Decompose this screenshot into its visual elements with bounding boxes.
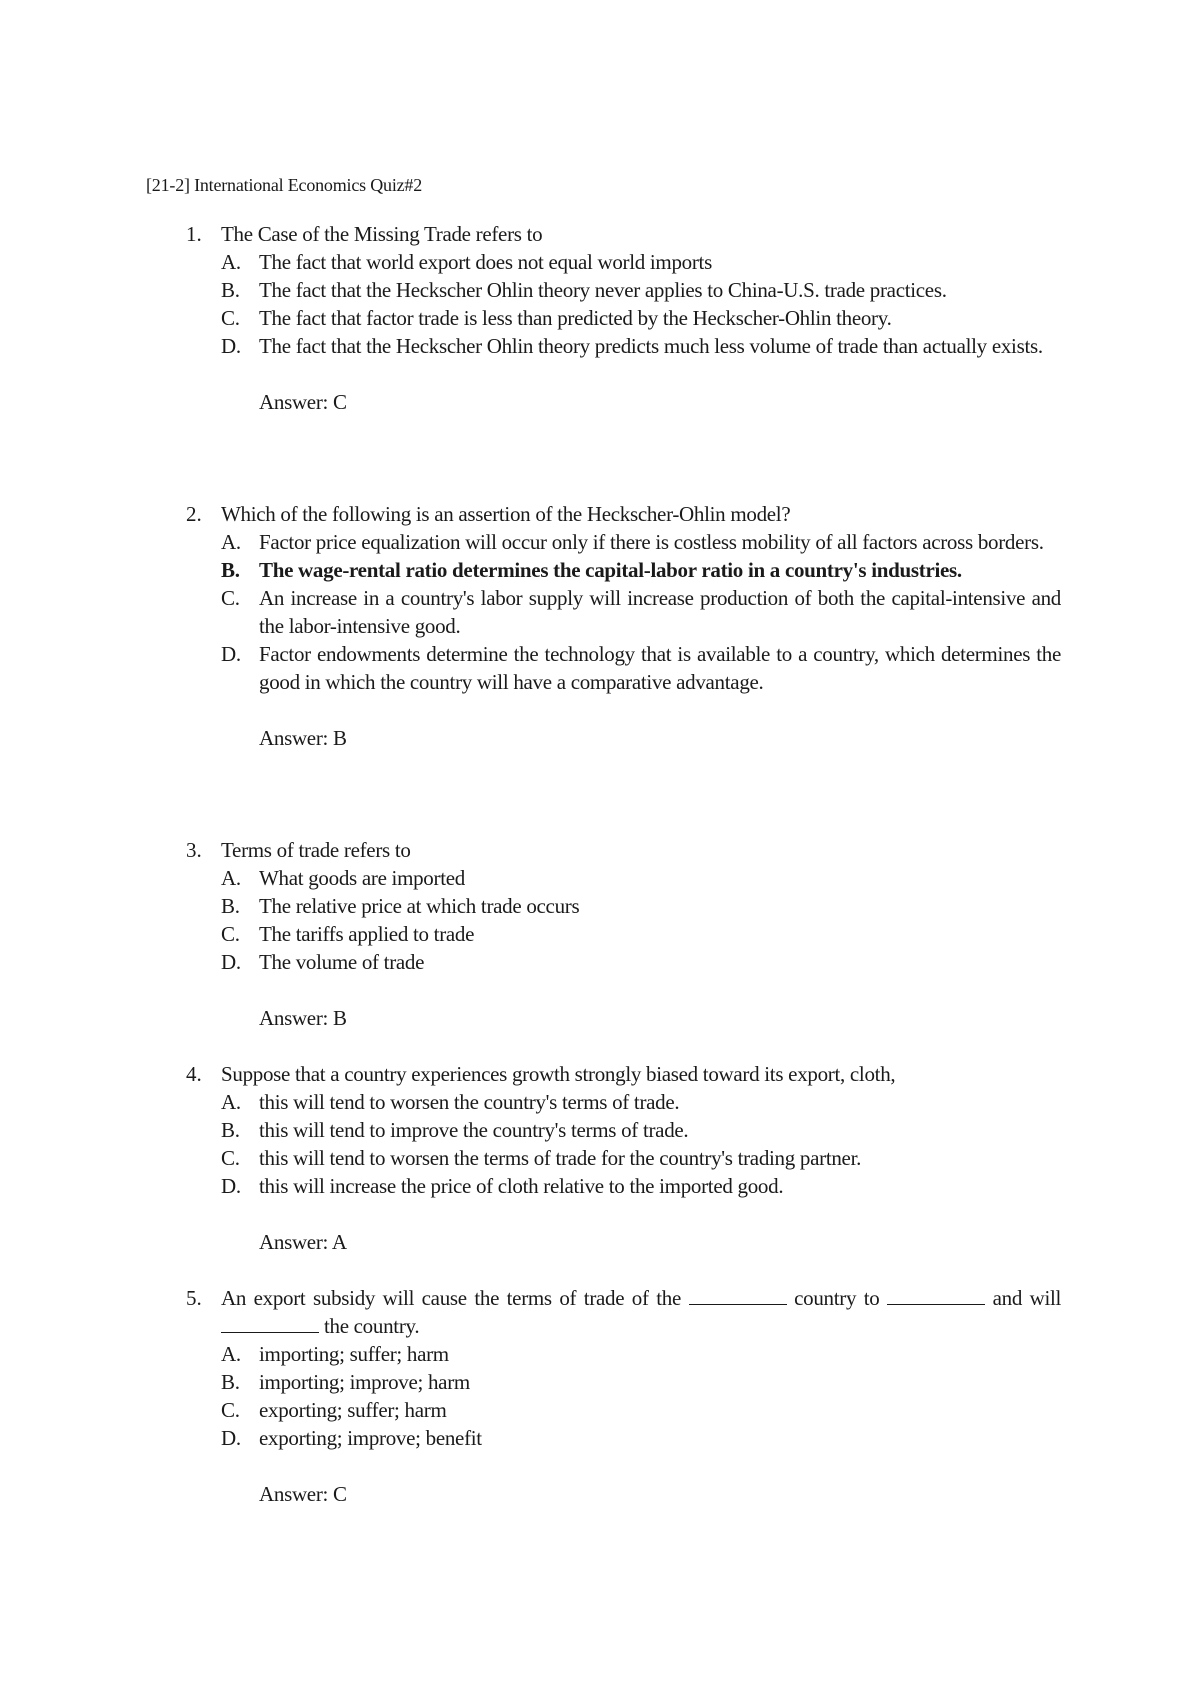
option-letter: B. (221, 1370, 240, 1394)
option-text: importing; improve; harm (259, 1370, 470, 1394)
option-b (186, 1116, 1061, 1144)
option-letter: A. (221, 866, 241, 890)
option-text: The tariffs applied to trade (259, 922, 475, 946)
option-text: Factor price equalization will occur only if there is costless mobility of all factors across borders. (259, 530, 1044, 554)
option-text: An increase in a country's labor supply will increase production of both the capital-intensive and the labor-intensive good. (259, 586, 1061, 638)
option-letter: C. (221, 1398, 240, 1422)
option-list (186, 1088, 1061, 1200)
option-text: Factor endowments determine the technology that is available to a country, which determines the good in which the country will have a comparative advantage. (259, 642, 1061, 694)
question-number: 5. (186, 1286, 202, 1310)
option-text: The fact that the Heckscher Ohlin theory never applies to China-U.S. trade practices. (259, 278, 947, 302)
question-5 (186, 1284, 1061, 1508)
option-d (186, 948, 1061, 976)
option-text: importing; suffer; harm (259, 1342, 449, 1366)
option-text: exporting; improve; benefit (259, 1426, 482, 1450)
option-text: What goods are imported (259, 866, 465, 890)
question-text (221, 1284, 1061, 1340)
option-letter: A. (221, 250, 241, 274)
option-b (186, 276, 1061, 304)
option-text: this will tend to improve the country's terms of trade. (259, 1118, 689, 1142)
question-number: 2. (186, 502, 202, 526)
question-text: Terms of trade refers to (221, 838, 411, 862)
answer-line: Answer: B (259, 726, 347, 750)
option-c (186, 1144, 1061, 1172)
option-list (186, 864, 1061, 976)
question-1 (186, 220, 1061, 416)
option-letter: C. (221, 1146, 240, 1170)
option-text: this will increase the price of cloth relative to the imported good. (259, 1174, 784, 1198)
question-text-part: the country. (323, 1314, 420, 1338)
option-letter: D. (221, 1426, 241, 1450)
option-letter: B. (221, 558, 240, 582)
option-letter: C. (221, 922, 240, 946)
option-d (186, 640, 1061, 696)
option-list (186, 248, 1061, 360)
option-c (186, 920, 1061, 948)
option-text: The relative price at which trade occurs (259, 894, 580, 918)
option-a (186, 528, 1061, 556)
option-d (186, 1172, 1061, 1200)
option-text: this will tend to worsen the country's terms of trade. (259, 1090, 680, 1114)
question-2 (186, 500, 1061, 752)
fill-in-blank (689, 1286, 787, 1305)
option-b-correct (186, 556, 1061, 584)
answer-line: Answer: A (259, 1230, 347, 1254)
answer-line: Answer: B (259, 1006, 347, 1030)
option-text: The volume of trade (259, 950, 425, 974)
option-d (186, 332, 1061, 360)
question-3 (186, 836, 1061, 1032)
option-letter: A. (221, 1342, 241, 1366)
fill-in-blank (221, 1314, 319, 1333)
option-text: The fact that the Heckscher Ohlin theory predicts much less volume of trade than actually exists. (259, 334, 1043, 358)
option-text: The fact that world export does not equal world imports (259, 250, 712, 274)
fill-in-blank (887, 1286, 985, 1305)
option-letter: C. (221, 306, 240, 330)
document-title: [21-2] International Economics Quiz#2 (146, 175, 423, 195)
option-d (186, 1424, 1061, 1452)
option-letter: D. (221, 1174, 241, 1198)
option-c (186, 304, 1061, 332)
option-a (186, 248, 1061, 276)
question-text: The Case of the Missing Trade refers to (221, 222, 543, 246)
option-list (186, 528, 1061, 696)
answer-line: Answer: C (259, 1482, 347, 1506)
question-text: Suppose that a country experiences growth strongly biased toward its export, cloth, (221, 1062, 896, 1086)
option-letter: B. (221, 894, 240, 918)
question-text: Which of the following is an assertion of the Heckscher-Ohlin model? (221, 502, 791, 526)
option-letter: C. (221, 586, 240, 610)
option-letter: D. (221, 950, 241, 974)
question-text-part: An export subsidy will cause the terms of trade of the (221, 1286, 682, 1310)
option-list (186, 1340, 1061, 1452)
option-a (186, 1088, 1061, 1116)
option-letter: D. (221, 334, 241, 358)
option-text: The wage-rental ratio determines the capital-labor ratio in a country's industries. (259, 558, 962, 582)
option-text: exporting; suffer; harm (259, 1398, 447, 1422)
option-letter: B. (221, 1118, 240, 1142)
question-number: 3. (186, 838, 202, 862)
question-4 (186, 1060, 1061, 1256)
option-text: this will tend to worsen the terms of trade for the country's trading partner. (259, 1146, 862, 1170)
option-a (186, 864, 1061, 892)
option-b (186, 1368, 1061, 1396)
option-letter: A. (221, 1090, 241, 1114)
option-text: The fact that factor trade is less than predicted by the Heckscher-Ohlin theory. (259, 306, 892, 330)
option-b (186, 892, 1061, 920)
question-text-part: and will (992, 1286, 1062, 1310)
option-c (186, 584, 1061, 640)
answer-line: Answer: C (259, 390, 347, 414)
question-number: 1. (186, 222, 202, 246)
option-c (186, 1396, 1061, 1424)
option-a (186, 1340, 1061, 1368)
question-text-part: country to (794, 1286, 880, 1310)
option-letter: D. (221, 642, 241, 666)
option-letter: B. (221, 278, 240, 302)
question-number: 4. (186, 1062, 202, 1086)
option-letter: A. (221, 530, 241, 554)
